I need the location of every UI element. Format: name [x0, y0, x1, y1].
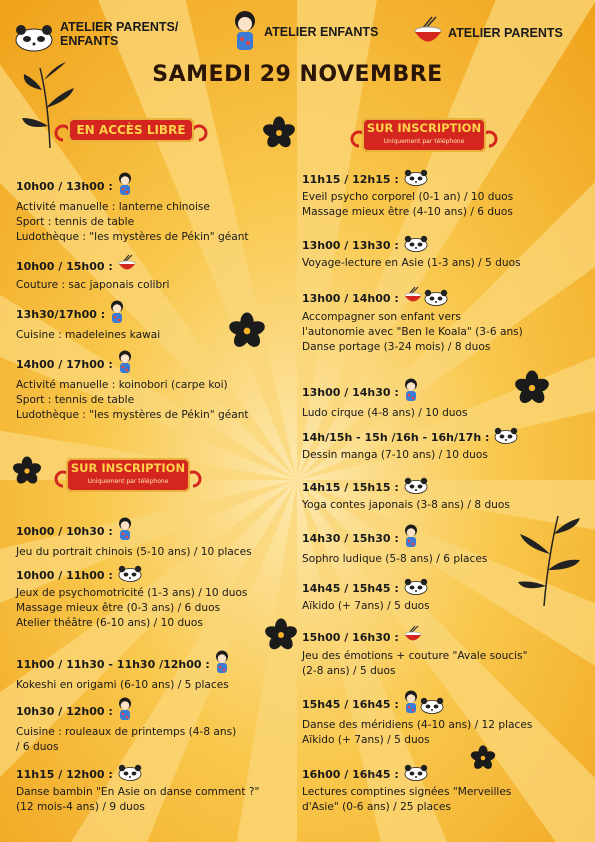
- slot-time-row: [16, 697, 306, 725]
- slot-time: 16h00 / 16h45 :: [302, 767, 399, 781]
- girl-header-icon: [232, 10, 258, 56]
- ribbon-inscription-left: [60, 456, 196, 496]
- slot-time: 13h00 / 13h30 :: [302, 238, 399, 252]
- ribbon-inscription-right-band: [362, 118, 486, 152]
- ribbon-inscription-right-sub: Uniquement par téléphone: [383, 138, 465, 145]
- header-col3: ATELIER PARENTS: [448, 26, 563, 40]
- slot-activity-line: Cuisine : rouleaux de printemps (4-8 ans): [16, 726, 237, 738]
- slot-time: 10h30 / 12h00 :: [16, 704, 113, 718]
- schedule-slot: [16, 763, 306, 815]
- ribbon-acces-libre-label: EN ACCÈS LIBRE: [68, 118, 194, 142]
- girl-icon: [109, 300, 125, 328]
- header-col2: ATELIER ENFANTS: [264, 25, 379, 39]
- panda-icon: [403, 234, 429, 256]
- slot-activity-line: Sport : tennis de table: [16, 216, 135, 228]
- slot-activity-line: Aïkido (+ 7ans) / 5 duos: [302, 600, 430, 612]
- slot-activity-line: l'autonomie avec "Ben le Koala" (3-6 ans): [302, 326, 523, 338]
- schedule-slot: [302, 476, 592, 513]
- slot-activity-line: Ludothèque : "les mystères de Pékin" géant: [16, 231, 249, 243]
- ribbon-inscription-right: [356, 116, 492, 156]
- slot-time: 11h15 / 12h00 :: [16, 767, 113, 781]
- girl-icon: [117, 350, 133, 378]
- slot-time-row: [16, 300, 306, 328]
- slot-time-row: [302, 577, 592, 599]
- slot-time: 11h15 / 12h15 :: [302, 172, 399, 186]
- panda-icon: [403, 476, 429, 498]
- sakura-flower-icon: [12, 456, 42, 486]
- slot-time-row: [16, 763, 306, 785]
- slot-activity-line: / 6 duos: [16, 741, 59, 753]
- slot-activity-line: (2-8 ans) / 5 duos: [302, 665, 396, 677]
- page-title: SAMEDI 29 NOVEMBRE: [152, 62, 443, 87]
- slot-time-row: [302, 625, 592, 649]
- slot-time: 13h00 / 14h00 :: [302, 291, 399, 305]
- girl-icon: [403, 524, 419, 552]
- slot-activity-line: Lectures comptines signées "Merveilles: [302, 786, 512, 798]
- schedule-slot: [302, 690, 592, 748]
- slot-time-row: [16, 172, 306, 200]
- schedule-slot: [16, 564, 306, 631]
- slot-time: 15h45 / 16h45 :: [302, 697, 399, 711]
- slot-time-row: [302, 524, 592, 552]
- slot-activity-line: (12 mois-4 ans) / 9 duos: [16, 801, 145, 813]
- slot-time-row: [302, 476, 592, 498]
- slot-activity-line: Activité manuelle : lanterne chinoise: [16, 201, 210, 213]
- ribbon-inscription-left-label: SUR INSCRIPTION: [70, 461, 186, 475]
- slot-time: 11h00 / 11h30 - 11h30 /12h00 :: [16, 657, 210, 671]
- schedule-slot: [302, 168, 592, 220]
- ribbon-inscription-left-band: [66, 458, 190, 492]
- sakura-flower-icon: [262, 116, 296, 150]
- schedule-slot: [302, 378, 592, 421]
- slot-time-row: [302, 378, 592, 406]
- slot-activity-line: Jeu des émotions + couture "Avale soucis": [302, 650, 528, 662]
- schedule-slot: [302, 524, 592, 567]
- slot-activity-line: Danse bambin "En Asie on danse comment ?": [16, 786, 260, 798]
- slot-time-row: [302, 690, 592, 718]
- slot-time: 15h00 / 16h30 :: [302, 630, 399, 644]
- header-col1: ATELIER PARENTS/ ENFANTS: [60, 20, 179, 48]
- slot-activity-line: Couture : sac japonais colibri: [16, 279, 170, 291]
- panda-icon: [403, 168, 429, 190]
- schedule-slot: [16, 697, 306, 755]
- slot-time-row: [16, 650, 306, 678]
- slot-activity-line: Dessin manga (7-10 ans) / 10 duos: [302, 449, 488, 461]
- slot-activity-line: d'Asie" (0-6 ans) / 25 places: [302, 801, 451, 813]
- slot-time: 14h45 / 15h45 :: [302, 581, 399, 595]
- slot-activity-line: Jeux de psychomotricité (1-3 ans) / 10 duos: [16, 587, 248, 599]
- slot-time-row: [302, 763, 592, 785]
- slot-time-row: [16, 564, 306, 586]
- slot-time: 14h00 / 17h00 :: [16, 357, 113, 371]
- slot-activity-line: Danse des méridiens (4-10 ans) / 12 places: [302, 719, 533, 731]
- slot-time-row: [16, 254, 306, 278]
- slot-time-row: [16, 350, 306, 378]
- slot-time: 14h15 / 15h15 :: [302, 480, 399, 494]
- panda-icon: [117, 564, 143, 586]
- slot-activity-line: Sophro ludique (5-8 ans) / 6 places: [302, 553, 488, 565]
- slot-time: 13h30/17h00 :: [16, 307, 106, 321]
- slot-time: 10h00 / 15h00 :: [16, 259, 113, 273]
- schedule-slot: [16, 172, 306, 245]
- slot-activity-line: Activité manuelle : koinobori (carpe koi): [16, 379, 228, 391]
- slot-activity-line: Yoga contes japonais (3-8 ans) / 8 duos: [302, 499, 510, 511]
- slot-time-row: [302, 426, 592, 448]
- slot-activity-line: Ludo cirque (4-8 ans) / 10 duos: [302, 407, 468, 419]
- slot-activity-line: Cuisine : madeleines kawai: [16, 329, 161, 341]
- panda-icon: [403, 577, 429, 599]
- slot-time-row: [302, 168, 592, 190]
- rice-panda-icon: [403, 286, 449, 310]
- slot-activity-line: Aïkido (+ 7ans) / 5 duos: [302, 734, 430, 746]
- ribbon-inscription-left-sub: Uniquement par téléphone: [87, 478, 169, 485]
- ribbon-acces-libre: [60, 116, 202, 146]
- slot-time-row: [302, 286, 592, 310]
- slot-activity-line: Ludothèque : "les mystères de Pékin" géant: [16, 409, 249, 421]
- schedule-slot: [302, 234, 592, 271]
- slot-activity-line: Sport : tennis de table: [16, 394, 135, 406]
- girl-icon: [117, 172, 133, 200]
- schedule-slot: [16, 254, 306, 293]
- slot-time: 10h00 / 10h30 :: [16, 524, 113, 538]
- schedule-slot: [302, 625, 592, 679]
- slot-activity-line: Jeu du portrait chinois (5-10 ans) / 10 places: [16, 546, 252, 558]
- schedule-slot: [16, 650, 306, 693]
- slot-activity-line: Eveil psycho corporel (0-1 an) / 10 duos: [302, 191, 514, 203]
- schedule-slot: [302, 763, 592, 815]
- girl-panda-icon: [403, 690, 445, 718]
- slot-activity-line: Accompagner son enfant vers: [302, 311, 461, 323]
- panda-icon: [117, 763, 143, 785]
- schedule-slot: [302, 286, 592, 355]
- girl-icon: [117, 697, 133, 725]
- schedule-slot: [302, 577, 592, 614]
- slot-activity-line: Danse portage (3-24 mois) / 8 duos: [302, 341, 491, 353]
- slot-time: 13h00 / 14h30 :: [302, 385, 399, 399]
- slot-time: 14h30 / 15h30 :: [302, 531, 399, 545]
- slot-activity-line: Massage mieux être (0-3 ans) / 6 duos: [16, 602, 221, 614]
- rice-bowl-icon: [403, 625, 423, 649]
- rice-bowl-header-icon: [412, 15, 444, 53]
- panda-icon: [403, 763, 429, 785]
- slot-time: 14h/15h - 15h /16h - 16h/17h :: [302, 430, 490, 444]
- slot-activity-line: Kokeshi en origami (6-10 ans) / 5 places: [16, 679, 229, 691]
- schedule-slot: [302, 426, 592, 463]
- slot-activity-line: Massage mieux être (4-10 ans) / 6 duos: [302, 206, 513, 218]
- slot-time: 10h00 / 13h00 :: [16, 179, 113, 193]
- slot-activity-line: Atelier théâtre (6-10 ans) / 10 duos: [16, 617, 203, 629]
- rice-bowl-icon: [117, 254, 137, 278]
- girl-icon: [214, 650, 230, 678]
- girl-icon: [403, 378, 419, 406]
- ribbon-inscription-right-label: SUR INSCRIPTION: [366, 121, 482, 135]
- schedule-slot: [16, 350, 306, 423]
- schedule-slot: [16, 300, 306, 343]
- slot-time-row: [302, 234, 592, 256]
- slot-time-row: [16, 517, 306, 545]
- slot-time: 10h00 / 11h00 :: [16, 568, 113, 582]
- schedule-slot: [16, 517, 306, 560]
- panda-icon: [493, 426, 519, 448]
- panda-header-icon: [12, 20, 56, 56]
- slot-activity-line: Voyage-lecture en Asie (1-3 ans) / 5 duos: [302, 257, 521, 269]
- girl-icon: [117, 517, 133, 545]
